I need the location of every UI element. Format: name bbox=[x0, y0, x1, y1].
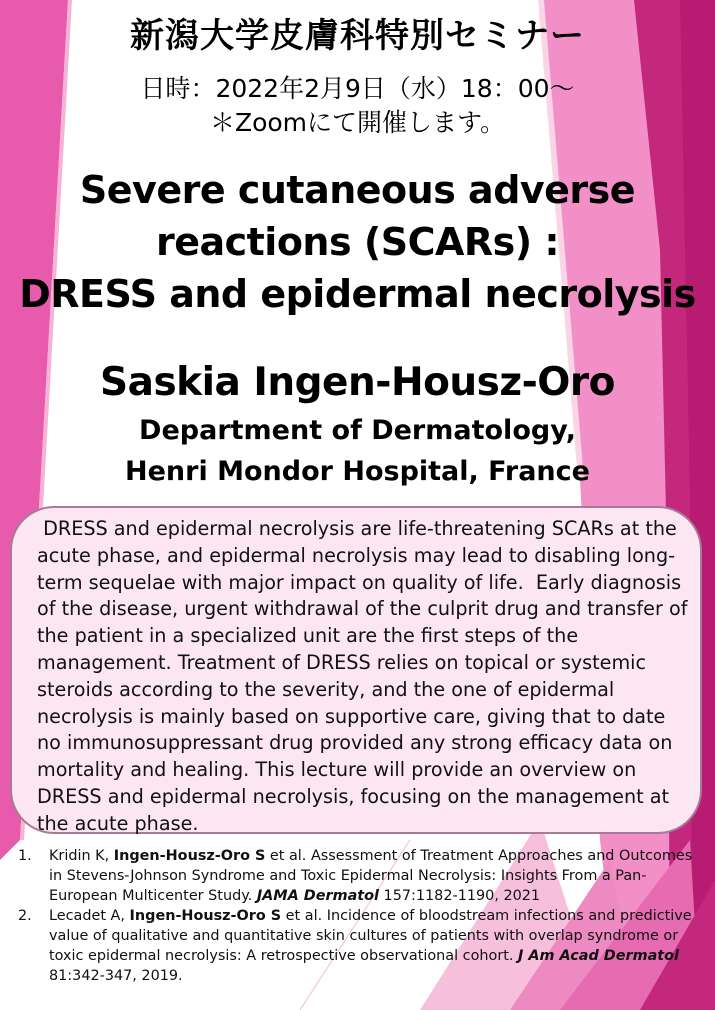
speaker-affiliation bbox=[0, 410, 715, 492]
reference-title: et al. Incidence of bloodstream infections and predictive value of qualitative and quantitative skin cultures of patients with overlap syndrome or toxic epidermal necrolysis: A retrospective observational cohort. bbox=[49, 908, 692, 964]
reference-journal: J Am Acad Dermatol bbox=[518, 948, 679, 964]
reference-number: 2. bbox=[18, 908, 32, 924]
reference-item bbox=[18, 906, 702, 986]
seminar-venue: ＊Zoomにて開催します。 bbox=[209, 108, 506, 137]
speaker-name: Saskia Ingen-Housz-Oro bbox=[100, 360, 615, 405]
reference-authors: Kridin K, bbox=[49, 848, 114, 864]
reference-highlight-author: Ingen-Housz-Oro S bbox=[129, 908, 282, 924]
seminar-date: 日時：2022年2月9日（水）18：00～ bbox=[140, 74, 575, 103]
reference-title: et al. Assessment of Treatment Approaches and Outcomes in Stevens-Johnson Syndrome and Toxic Epidermal Necrolysis: Insights From a Pan-European Multicenter Study. bbox=[49, 848, 693, 904]
reference-highlight-author: Ingen-Housz-Oro S bbox=[113, 848, 266, 864]
lecture-title-line: Severe cutaneous adverse bbox=[79, 168, 636, 212]
reference-authors: Lecadet A, bbox=[49, 908, 130, 924]
reference-list bbox=[18, 846, 702, 986]
reference-journal: JAMA Dermatol bbox=[256, 888, 379, 904]
affiliation-line: Department of Dermatology, bbox=[139, 415, 576, 446]
reference-item bbox=[18, 846, 702, 906]
affiliation-line: Henri Mondor Hospital, France bbox=[125, 456, 590, 487]
abstract-box bbox=[10, 506, 702, 834]
reference-number: 1. bbox=[18, 848, 32, 864]
lecture-title-line: reactions (SCARs) : bbox=[155, 220, 560, 264]
lecture-title-line: DRESS and epidermal necrolysis bbox=[19, 272, 696, 316]
seminar-title: 新潟大学皮膚科特別セミナー bbox=[130, 16, 585, 56]
reference-citation: 81:342-347, 2019. bbox=[49, 968, 183, 984]
reference-citation: 157:1182-1190, 2021 bbox=[378, 888, 541, 904]
lecture-title bbox=[0, 164, 715, 320]
abstract-text: DRESS and epidermal necrolysis are life-threatening SCARs at the acute phase, and epidermal necrolysis may lead to disabling long-term sequelae with major impact on quality of life. Early diagnosis of the disease, urgent withdrawal of the culprit drug and transfer of the patient in a specialized unit are the first steps of the management. Treatment of DRESS relies on topical or systemic steroids according to the severity, and the one of epidermal necrolysis is mainly based on supportive care, giving that to date no immunosuppressant drug provided any strong efficacy data on mortality and healing. This lecture will provide an overview on DRESS and epidermal necrolysis, focusing on the management at the acute phase. bbox=[37, 517, 694, 835]
